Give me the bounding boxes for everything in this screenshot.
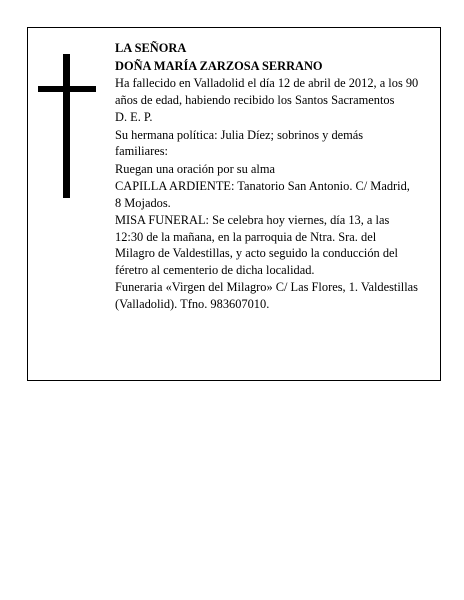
obituary-text: [115, 40, 419, 313]
deceased-name: DOÑA MARÍA ZARZOSA SERRANO: [115, 58, 323, 73]
obituary-notice: [27, 27, 441, 381]
cross-vertical-bar: [63, 54, 70, 198]
rip-line: D. E. P.: [115, 110, 153, 125]
death-announcement: Ha fallecido en Valladolid el día 12 de abril de 2012, a los 90 años de edad, habiendo recibido los Santos Sacramentos: [115, 76, 419, 107]
chapel-info: CAPILLA ARDIENTE: Tanatorio San Antonio. C/ Madrid, 8 Mojados.: [115, 179, 410, 210]
funeral-mass-info: MISA FUNERAL: Se celebra hoy viernes, día 13, a las 12:30 de la mañana, en la parroquia de Ntra. Sra. del Milagro de Valdestillas, y acto seguido la conducción del féretro al cementerio de dicha localidad.: [115, 213, 398, 277]
obituary-heading: LA SEÑORA: [115, 41, 187, 55]
family-line: Su hermana política: Julia Díez; sobrinos y demás familiares:: [115, 127, 364, 159]
funeral-home-info: Funeraria «Virgen del Milagro» C/ Las Flores, 1. Valdestillas (Valladolid). Tfno. 983607010.: [115, 280, 419, 311]
cross-icon: [38, 54, 96, 198]
prayer-request: Ruegan una oración por su alma: [115, 161, 275, 176]
cross-horizontal-bar: [38, 86, 96, 92]
